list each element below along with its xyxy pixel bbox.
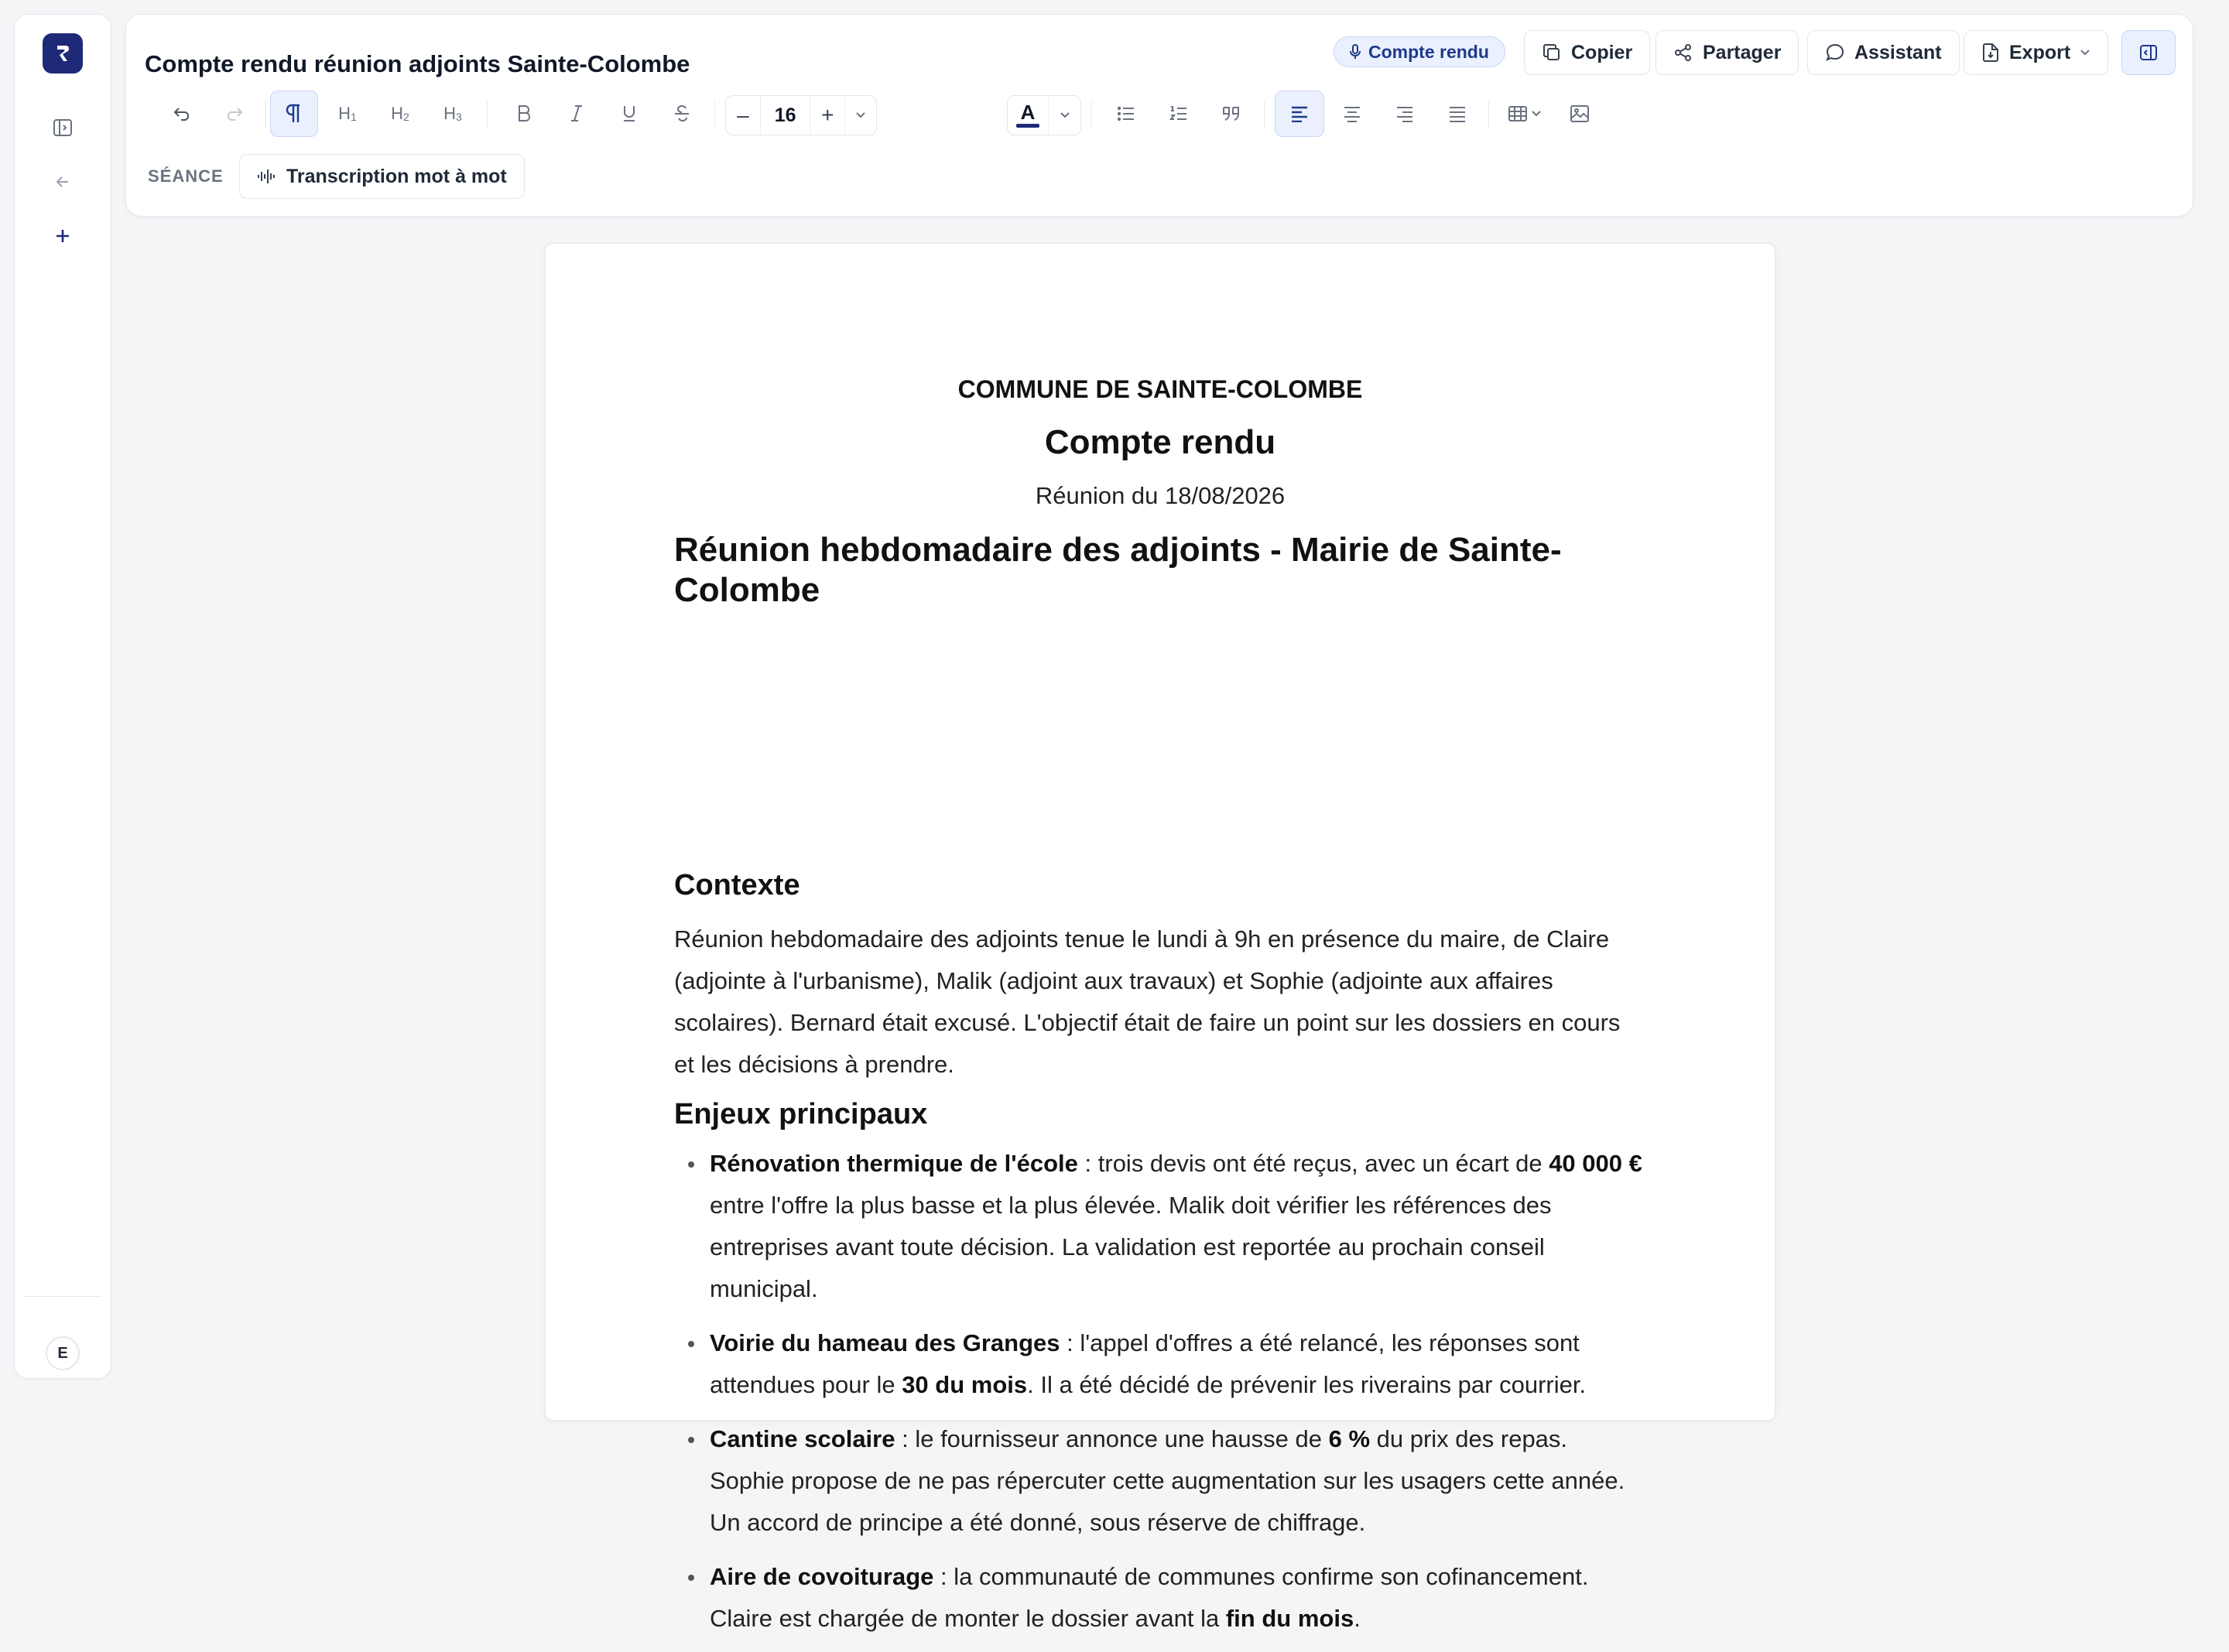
text-color-letter: A: [1020, 101, 1036, 124]
report-title: Compte rendu: [1044, 423, 1276, 461]
share-label: Partager: [1703, 41, 1782, 63]
item-highlight: 6 %: [1328, 1425, 1371, 1452]
font-size-value[interactable]: 16: [760, 96, 811, 135]
h2-label: $H_2$: [391, 104, 409, 123]
file-download-icon: [1981, 43, 2000, 63]
align-center-button[interactable]: [1330, 91, 1374, 137]
panel-right-icon: [2138, 43, 2159, 63]
item-highlight: 30 du mois: [902, 1371, 1028, 1398]
blockquote-button[interactable]: [1210, 91, 1253, 137]
heading-3-button[interactable]: [431, 91, 474, 137]
text-color-control: [1007, 95, 1081, 135]
list-item: [674, 1322, 1646, 1406]
toolbar-separator: [265, 101, 266, 128]
toolbar-separator: [714, 101, 715, 128]
back-arrow-icon[interactable]: [47, 166, 78, 197]
align-justify-button[interactable]: [1436, 91, 1479, 137]
item-text: : trois devis ont été reçus, avec un écart de: [1077, 1150, 1549, 1177]
heading-2-button[interactable]: [378, 91, 422, 137]
export-label: Export: [2009, 41, 2071, 63]
user-avatar[interactable]: E: [46, 1336, 80, 1370]
chevron-down-icon: [1060, 111, 1070, 119]
commune-heading: COMMUNE DE SAINTE-COLOMBE: [957, 375, 1363, 403]
editor-header: [125, 14, 2193, 217]
copy-icon: [1542, 43, 1562, 63]
align-justify-icon: [1447, 105, 1467, 122]
align-right-icon: [1395, 105, 1415, 122]
microphone-icon: [1348, 43, 1362, 60]
item-title: Rénovation thermique de l'école: [710, 1150, 1078, 1177]
numbered-list-button[interactable]: [1157, 91, 1200, 137]
meeting-heading: Réunion hebdomadaire des adjoints - Mairie de Sainte-Colombe: [674, 531, 1562, 609]
badge-label: Compte rendu: [1368, 41, 1489, 62]
strikethrough-button[interactable]: [660, 91, 704, 137]
toggle-right-panel-button[interactable]: [2121, 30, 2176, 75]
share-icon: [1673, 43, 1693, 63]
item-title: Aire de covoiturage: [710, 1563, 934, 1590]
table-icon: [1508, 104, 1528, 123]
item-highlight: fin du mois: [1225, 1605, 1354, 1632]
font-size-control: [725, 95, 877, 135]
list-item: [674, 1418, 1646, 1544]
undo-button[interactable]: [160, 91, 204, 137]
insert-image-button[interactable]: [1558, 91, 1601, 137]
rail-divider: [24, 1296, 101, 1297]
item-text: du prix des repas. Sophie propose de ne pas répercuter cette augmentation sur les usagers cette année. Un accord de principe a été donné, sous réserve de chiffrage.: [710, 1425, 1625, 1536]
increase-font-size-button[interactable]: +: [821, 103, 834, 127]
bullet-list-button[interactable]: [1104, 91, 1148, 137]
align-left-icon: [1289, 105, 1310, 122]
redo-button[interactable]: [213, 91, 256, 137]
undo-icon: [172, 104, 192, 124]
item-text: : l'appel d'offres a été relancé, les réponses sont attendues pour le: [710, 1329, 1580, 1398]
font-size-dropdown[interactable]: [844, 96, 876, 135]
underline-icon: [621, 104, 638, 124]
share-button[interactable]: [1655, 30, 1799, 75]
italic-icon: [568, 104, 585, 124]
new-document-plus-icon[interactable]: [47, 221, 78, 251]
text-color-dropdown[interactable]: [1049, 96, 1080, 135]
text-color-swatch: [1016, 124, 1039, 128]
h3-label: $H_3$: [443, 104, 462, 123]
item-text: : la communauté de communes confirme son cofinancement. Claire est chargée de monter le dossier avant la: [710, 1563, 1589, 1632]
chevron-down-icon: [1531, 110, 1542, 118]
meeting-date: Réunion du 18/08/2026: [1035, 482, 1286, 509]
paragraph-button[interactable]: [270, 91, 318, 137]
align-center-icon: [1342, 105, 1362, 122]
heading-1-button[interactable]: [326, 91, 369, 137]
chat-bubble-icon: [1825, 43, 1845, 63]
assistant-label: Assistant: [1854, 41, 1942, 63]
copy-button[interactable]: [1524, 30, 1650, 75]
document-page[interactable]: [545, 243, 1775, 1632]
text-color-button[interactable]: [1008, 96, 1049, 135]
copy-label: Copier: [1571, 41, 1633, 63]
transcription-label: Transcription mot à mot: [286, 165, 507, 187]
export-button[interactable]: [1964, 30, 2108, 75]
left-rail: [14, 14, 111, 1379]
align-left-button[interactable]: [1275, 91, 1324, 137]
waveform-icon: [257, 167, 277, 186]
transcription-chip[interactable]: [239, 154, 525, 199]
decrease-font-size-button[interactable]: –: [737, 103, 749, 127]
enjeux-list: [674, 1143, 1646, 1652]
bold-icon: [515, 104, 532, 124]
toolbar-separator: [1488, 101, 1489, 128]
app-logo-icon[interactable]: [43, 33, 83, 74]
insert-table-button[interactable]: [1499, 91, 1550, 137]
item-text: . Il a été décidé de prévenir les riverains par courrier.: [1027, 1371, 1587, 1398]
toolbar-separator: [487, 101, 488, 128]
document-type-badge[interactable]: [1334, 36, 1505, 67]
toolbar-separator: [1264, 101, 1265, 128]
session-label: SÉANCE: [148, 166, 224, 186]
quote-icon: [1221, 104, 1241, 123]
pilcrow-icon: [285, 103, 303, 125]
section-heading-contexte: Contexte: [674, 869, 800, 901]
item-title: Voirie du hameau des Granges: [710, 1329, 1060, 1356]
contexte-paragraph: Réunion hebdomadaire des adjoints tenue le lundi à 9h en présence du maire, de Claire (adjointe à l'urbanisme), Malik (adjoint aux travaux) et Sophie (adjointe aux affaires scolaires). Bernard était excusé. L'objectif était de faire un point sur les dossiers en cours et les décisions à prendre.: [674, 925, 1621, 1078]
item-text: : le fournisseur annonce une hausse de: [895, 1425, 1329, 1452]
h1-label: $H_1$: [338, 104, 357, 123]
assistant-button[interactable]: [1807, 30, 1960, 75]
bullet-list-icon: [1116, 104, 1136, 123]
list-item: [674, 1143, 1646, 1310]
strikethrough-icon: [673, 104, 691, 124]
numbered-list-icon: [1169, 104, 1189, 123]
redo-icon: [224, 104, 245, 124]
list-item: [674, 1556, 1646, 1640]
item-text: entre l'offre la plus basse et la plus élevée. Malik doit vérifier les références des entreprises avant toute décision. La validation est reportée au prochain conseil municipal.: [710, 1192, 1552, 1302]
item-text: .: [1354, 1605, 1361, 1632]
toggle-sidebar-icon[interactable]: [47, 112, 78, 143]
italic-button[interactable]: [555, 91, 598, 137]
bold-button[interactable]: [502, 91, 546, 137]
align-right-button[interactable]: [1383, 91, 1426, 137]
document-title[interactable]: Compte rendu réunion adjoints Sainte-Colombe: [145, 50, 690, 77]
chevron-down-icon: [2080, 49, 2090, 56]
image-icon: [1570, 104, 1590, 123]
underline-button[interactable]: [608, 91, 651, 137]
chevron-down-icon: [855, 111, 866, 119]
section-heading-enjeux: Enjeux principaux: [674, 1098, 928, 1130]
item-title: Cantine scolaire: [710, 1425, 895, 1452]
item-highlight: 40 000 €: [1549, 1150, 1642, 1177]
